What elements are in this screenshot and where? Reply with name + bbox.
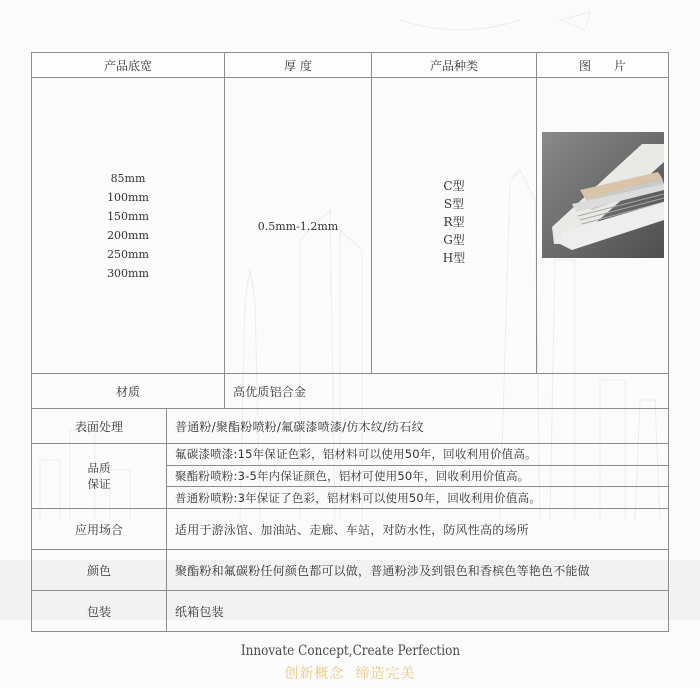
material-value: 高优质铝合金 xyxy=(225,374,669,409)
footer-slogan xyxy=(0,640,700,683)
header-picture: 图 片 xyxy=(537,53,669,78)
quality-item: 氟碳漆喷漆:15年保证色彩，铝材料可以使用50年，回收利用价值高。 xyxy=(167,444,669,466)
type-list xyxy=(372,177,536,267)
surface-value: 普通粉/聚酯粉喷粉/氟碳漆喷漆/仿木纹/纺石纹 xyxy=(167,409,669,444)
material-label: 材质 xyxy=(32,374,225,409)
quality-label-line-2: 保证 xyxy=(87,477,111,491)
color-label: 颜色 xyxy=(32,550,167,591)
width-item: 150mm xyxy=(107,209,149,223)
surface-label: 表面处理 xyxy=(32,409,167,444)
usage-value: 适用于游泳馆、加油站、走廊、车站，对防水性，防风性高的场所 xyxy=(167,509,669,550)
quality-item: 普通粉喷粉:3年保证了色彩，铝材料可以使用50年，回收利用价值高。 xyxy=(167,487,669,509)
thickness-value: 0.5mm-1.2mm xyxy=(257,220,339,233)
type-item: C型 xyxy=(443,178,465,193)
product-photo xyxy=(542,132,664,258)
width-item: 250mm xyxy=(107,247,149,261)
spec-sheet xyxy=(31,52,668,632)
quality-label xyxy=(32,444,167,509)
usage-label: 应用场合 xyxy=(32,509,167,550)
thickness-cell xyxy=(225,78,372,374)
header-width: 产品底宽 xyxy=(32,53,225,78)
spec-table-lower xyxy=(31,408,669,632)
quality-row xyxy=(32,444,669,466)
usage-row xyxy=(32,509,669,550)
spec-main-row xyxy=(32,78,669,374)
picture-cell xyxy=(537,78,669,374)
spec-table xyxy=(31,52,669,409)
type-item: G型 xyxy=(443,232,465,247)
color-row xyxy=(32,550,669,591)
type-item: R型 xyxy=(443,214,465,229)
width-cell xyxy=(32,78,225,374)
type-cell xyxy=(372,78,537,374)
width-item: 100mm xyxy=(107,190,149,204)
packing-value: 纸箱包装 xyxy=(167,591,669,632)
slogan-chinese: 创新概念 缔造完美 xyxy=(284,666,416,682)
packing-label: 包装 xyxy=(32,591,167,632)
header-row xyxy=(32,53,669,78)
type-item: S型 xyxy=(443,196,465,211)
width-item: 300mm xyxy=(107,266,149,280)
slogan-english: Innovate Concept,Create Perfection xyxy=(240,643,460,659)
width-item: 200mm xyxy=(107,228,149,242)
type-item: H型 xyxy=(442,250,466,265)
width-item: 85mm xyxy=(110,171,146,185)
quality-label-line-1: 品质 xyxy=(87,461,111,475)
packing-row xyxy=(32,591,669,632)
color-value: 聚酯粉和氟碳粉任何颜色都可以做，普通粉涉及到银色和香槟色等艳色不能做 xyxy=(167,550,669,591)
width-list xyxy=(32,169,224,283)
header-type: 产品种类 xyxy=(372,53,537,78)
quality-item: 聚酯粉喷粉:3-5年内保证颜色，铝材可使用50年，回收利用价值高。 xyxy=(167,465,669,487)
surface-row xyxy=(32,409,669,444)
material-row xyxy=(32,374,669,409)
header-thickness: 厚 度 xyxy=(225,53,372,78)
